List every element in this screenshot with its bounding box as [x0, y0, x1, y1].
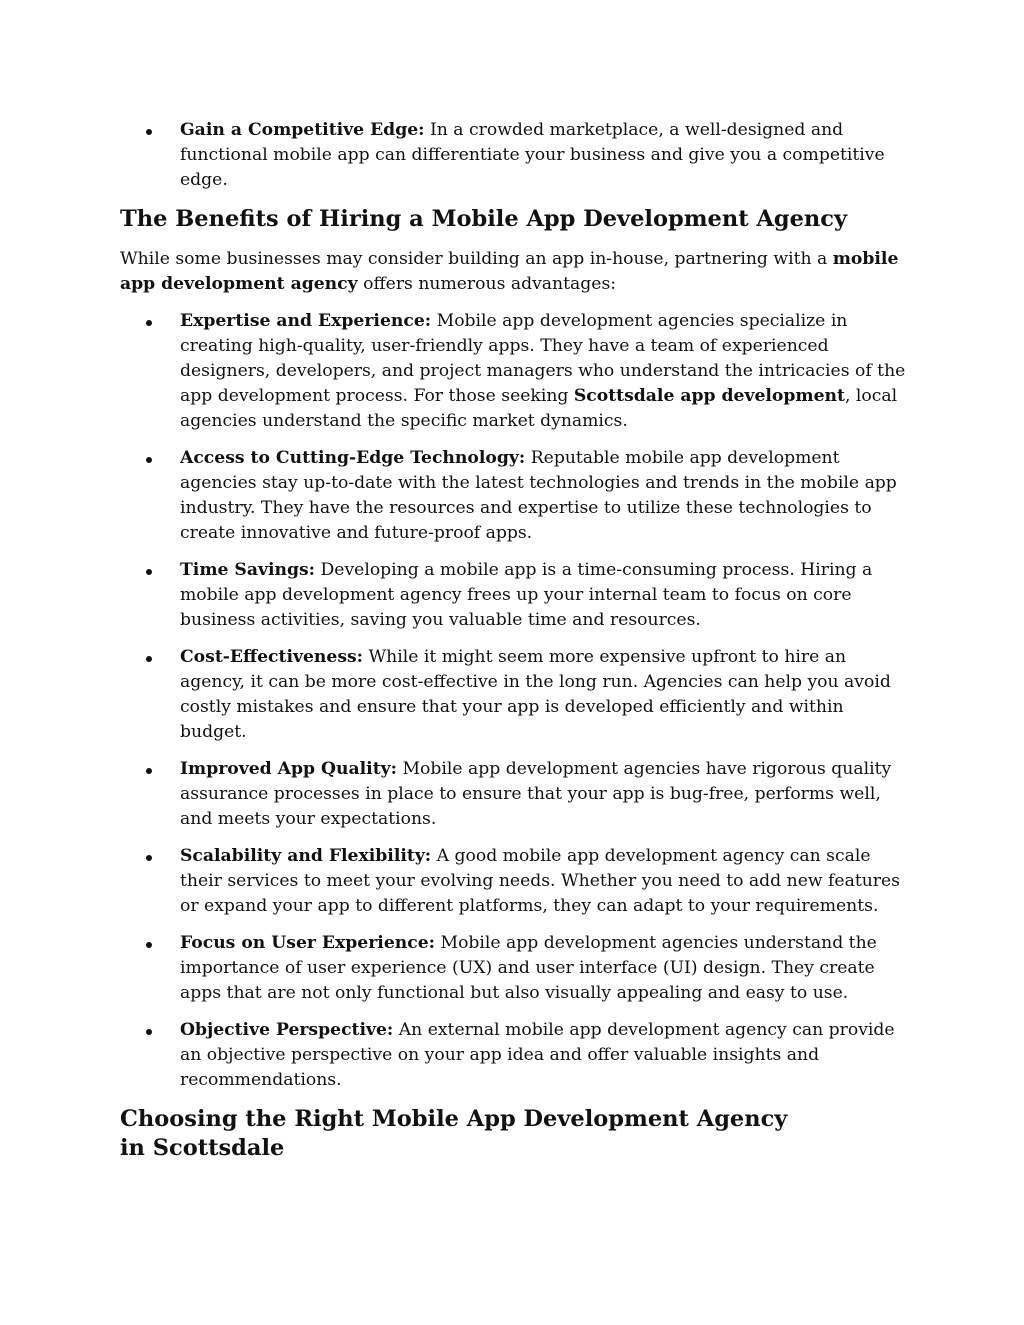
list-item-text: Developing a mobile app is a time-consuming process. Hiring a mobile app development agency frees up your internal team to focus on core business activities, saving you valuable time and resources. [180, 560, 873, 630]
bullet-icon [146, 942, 152, 948]
list-item-title: Time Savings: [180, 560, 316, 580]
bullet-icon [146, 768, 152, 774]
top-bullet-list [120, 118, 910, 193]
list-item-title: Cost-Effectiveness: [180, 647, 364, 667]
list-item-title: Improved App Quality: [180, 759, 397, 779]
list-item-text: Mobile app development agencies specialize in creating high-quality, user-friendly apps. They have a team of experienced designers, developers, and project managers who understand the intricacies of the app development process. For those seeking [180, 311, 906, 406]
list-item-text: An external mobile app development agency can provide an objective perspective on your app idea and offer valuable insights and recommendations. [180, 1020, 895, 1090]
list-item [120, 118, 910, 193]
section-heading-choosing: Choosing the Right Mobile App Development Agency in Scottsdale [120, 1106, 788, 1161]
intro-paragraph [120, 247, 910, 297]
list-item [120, 1018, 910, 1093]
list-item-text: While it might seem more expensive upfront to hire an agency, it can be more cost-effective in the long run. Agencies can help you avoid costly mistakes and ensure that your app is developed efficiently and within budget. [180, 647, 891, 742]
list-item [120, 844, 910, 919]
intro-text-after: offers numerous advantages: [363, 274, 617, 294]
list-item [120, 931, 910, 1006]
list-item-title: Gain a Competitive Edge: [180, 120, 425, 140]
list-item-title: Expertise and Experience: [180, 311, 432, 331]
bullet-icon [146, 855, 152, 861]
document-page [120, 118, 910, 1163]
benefits-list [120, 309, 910, 1093]
intro-text-before: While some businesses may consider building an app in-house, partnering with a [120, 249, 828, 269]
list-item-title: Objective Perspective: [180, 1020, 394, 1040]
list-item-title: Focus on User Experience: [180, 933, 435, 953]
bullet-icon [146, 656, 152, 662]
list-item-title: Scalability and Flexibility: [180, 846, 432, 866]
list-item-text: Mobile app development agencies understand the importance of user experience (UX) and user interface (UI) design. They create apps that are not only functional but also visually appealing and easy to use. [180, 933, 877, 1003]
bullet-icon [146, 129, 152, 135]
list-item [120, 757, 910, 832]
list-item-bold-keyword: Scottsdale app development [573, 386, 845, 406]
list-item-text: In a crowded marketplace, a well-designed and functional mobile app can differentiate your business and give you a competitive edge. [180, 120, 885, 190]
intro-bold-keyword: mobile app development agency [120, 249, 899, 294]
bullet-icon [146, 1029, 152, 1035]
list-item-text: Mobile app development agencies have rigorous quality assurance processes in place to ensure that your app is bug-free, performs well, and meets your expectations. [180, 759, 892, 829]
bullet-icon [146, 569, 152, 575]
list-item [120, 558, 910, 633]
list-item-title: Access to Cutting-Edge Technology: [180, 448, 526, 468]
list-item-text: A good mobile app development agency can scale their services to meet your evolving needs. Whether you need to add new features or expand your app to different platforms, they can adapt to your requirements. [180, 846, 901, 916]
list-item-text: Reputable mobile app development agencies stay up-to-date with the latest technologies and trends in the mobile app industry. They have the resources and expertise to utilize these technologies to create innovative and future-proof apps. [180, 448, 897, 543]
bullet-icon [146, 320, 152, 326]
list-item [120, 645, 910, 745]
list-item-text-after: , local agencies understand the specific market dynamics. [180, 386, 898, 431]
list-item [120, 309, 910, 434]
bullet-icon [146, 457, 152, 463]
list-item [120, 446, 910, 546]
section-heading-benefits: The Benefits of Hiring a Mobile App Development Agency [120, 206, 848, 232]
